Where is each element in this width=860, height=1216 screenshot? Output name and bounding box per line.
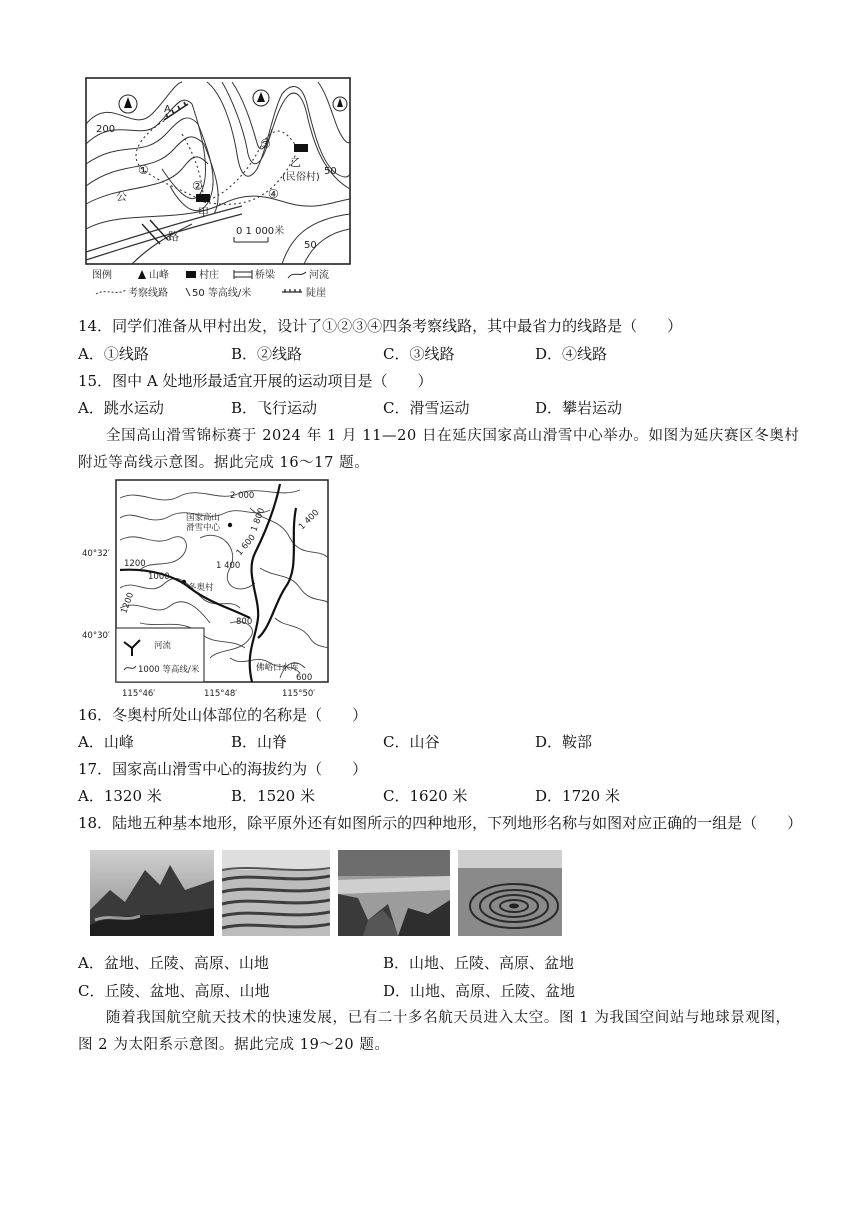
q17-option-b[interactable]: B．1520 米 (231, 787, 315, 805)
intro-19-20-line2: 图 2 为太阳系示意图。据此完成 19～20 题。 (78, 1037, 390, 1053)
label-c1200b: 1200 (119, 591, 137, 616)
q15-option-c[interactable]: C．滑雪运动 (383, 399, 470, 417)
legend-river: 河流 (309, 270, 329, 281)
label-jia: 甲 (198, 206, 209, 219)
q18-option-d[interactable]: D．山地、高原、丘陵、盆地 (383, 982, 576, 1000)
q17-stem: 17．国家高山滑雪中心的海拔约为（ ） (78, 760, 368, 778)
legend-cliff: 陡崖 (306, 288, 326, 299)
label-c1000: 1000 (148, 572, 170, 582)
q15-stem: 15．图中 A 处地形最适宜开展的运动项目是（ ） (78, 372, 433, 390)
q15-option-d[interactable]: D．攀岩运动 (535, 399, 623, 417)
label-road-1: 公 (116, 190, 127, 203)
label-olympic-village: 冬奥村 (188, 583, 214, 593)
label-a: A (164, 104, 171, 115)
village-icon (186, 271, 196, 278)
label-ski-center-2: 滑雪中心 (186, 523, 221, 533)
label-contour-50a: 50 (324, 166, 337, 177)
label-c1600: 1 600 (234, 532, 258, 558)
label-road-2: 路 (168, 230, 179, 243)
contour-map-2 (80, 478, 342, 700)
q18-option-a[interactable]: A．盆地、丘陵、高原、山地 (78, 954, 269, 972)
label-route4: ④ (268, 187, 279, 201)
label-c1200a: 1200 (124, 559, 146, 569)
q14-option-b[interactable]: B．②线路 (231, 345, 303, 363)
label-c1800: 1 800 (249, 506, 268, 534)
q16-option-b[interactable]: B．山脊 (231, 733, 288, 751)
legend2-river: 河流 (154, 641, 172, 651)
q17-option-c[interactable]: C．1620 米 (383, 787, 468, 805)
label-c1400a: 1 400 (216, 561, 241, 571)
q17-option-a[interactable]: A．1320 米 (78, 787, 162, 805)
label-c2000: 2 000 (230, 491, 255, 501)
bridge-icon (234, 270, 252, 279)
intro-19-20-line1: 随着我国航空航天技术的快速发展，已有二十多名航天员进入太空。图 1 为我国空间站与地球景观图， (106, 1010, 791, 1026)
label-scale: 0 1 000米 (236, 226, 285, 237)
q14-option-a[interactable]: A．①线路 (78, 345, 149, 363)
label-lon-1: 115°46′ (122, 689, 156, 699)
q18-stem: 18．陆地五种基本地形，除平原外还有如图所示的四种地形，下列地形名称与如图对应正确的一组是（ ） (78, 814, 803, 832)
river-icon (288, 272, 306, 278)
q16-stem: 16．冬奥村所处山体部位的名称是（ ） (78, 706, 368, 724)
cliff-icon (282, 289, 302, 292)
label-folk-village: (民俗村) (282, 172, 320, 183)
label-lat-2: 40°30′ (82, 631, 110, 641)
label-route3: ③ (260, 137, 271, 151)
peak-icon (138, 270, 146, 279)
q14-stem: 14．同学们准备从甲村出发，设计了①②③④四条考察线路，其中最省力的线路是（ ） (78, 317, 683, 335)
label-c1400b: 1 400 (297, 507, 322, 533)
legend-peak: 山峰 (149, 270, 169, 281)
q18-option-c[interactable]: C．丘陵、盆地、高原、山地 (78, 982, 270, 1000)
legend-village: 村庄 (199, 270, 219, 281)
legend-contour: 50 等高线/米 (192, 288, 252, 299)
label-contour-200: 200 (96, 124, 116, 135)
label-c800: 800 (236, 617, 253, 627)
label-reservoir: 佛峪口水库 (256, 663, 299, 673)
q16-option-c[interactable]: C．山谷 (383, 733, 440, 751)
contour-icon (186, 288, 190, 296)
contour-map-1 (82, 74, 358, 304)
q16-option-d[interactable]: D．鞍部 (535, 733, 593, 751)
q14-option-c[interactable]: C．③线路 (383, 345, 455, 363)
label-ski-center-1: 国家高山 (186, 513, 221, 523)
intro-16-17-line2: 附近等高线示意图。据此完成 16～17 题。 (78, 455, 370, 471)
label-yi: 乙 (290, 156, 301, 169)
q17-option-d[interactable]: D．1720 米 (535, 787, 620, 805)
label-lon-3: 115°50′ (282, 689, 316, 699)
label-route2: ② (192, 179, 203, 193)
q16-option-a[interactable]: A．山峰 (78, 733, 134, 751)
legend-route: 考察线路 (128, 288, 168, 299)
landform-photo-3 (338, 850, 450, 936)
landform-photo-1 (90, 850, 214, 936)
q15-option-a[interactable]: A．跳水运动 (78, 399, 164, 417)
intro-16-17-line1: 全国高山滑雪锦标赛于 2024 年 1 月 11—20 日在延庆国家高山滑雪中心举办。如图为延庆赛区冬奥村 (106, 428, 800, 444)
q18-option-b[interactable]: B．山地、丘陵、高原、盆地 (383, 954, 575, 972)
legend2-contour: 1000 等高线/米 (138, 665, 200, 675)
q15-option-b[interactable]: B．飞行运动 (231, 399, 318, 417)
label-lat-1: 40°32′ (82, 549, 110, 559)
legend-title: 图例 (92, 270, 112, 281)
label-contour-50b: 50 (304, 240, 317, 251)
label-route1: ① (138, 163, 149, 177)
q14-option-d[interactable]: D．④线路 (535, 345, 608, 363)
route-icon (96, 290, 126, 294)
landform-photo-4 (458, 850, 562, 936)
legend-bridge: 桥梁 (255, 270, 275, 281)
landform-photo-2 (222, 850, 330, 936)
label-lon-2: 115°48′ (204, 689, 238, 699)
label-c600: 600 (296, 673, 313, 683)
